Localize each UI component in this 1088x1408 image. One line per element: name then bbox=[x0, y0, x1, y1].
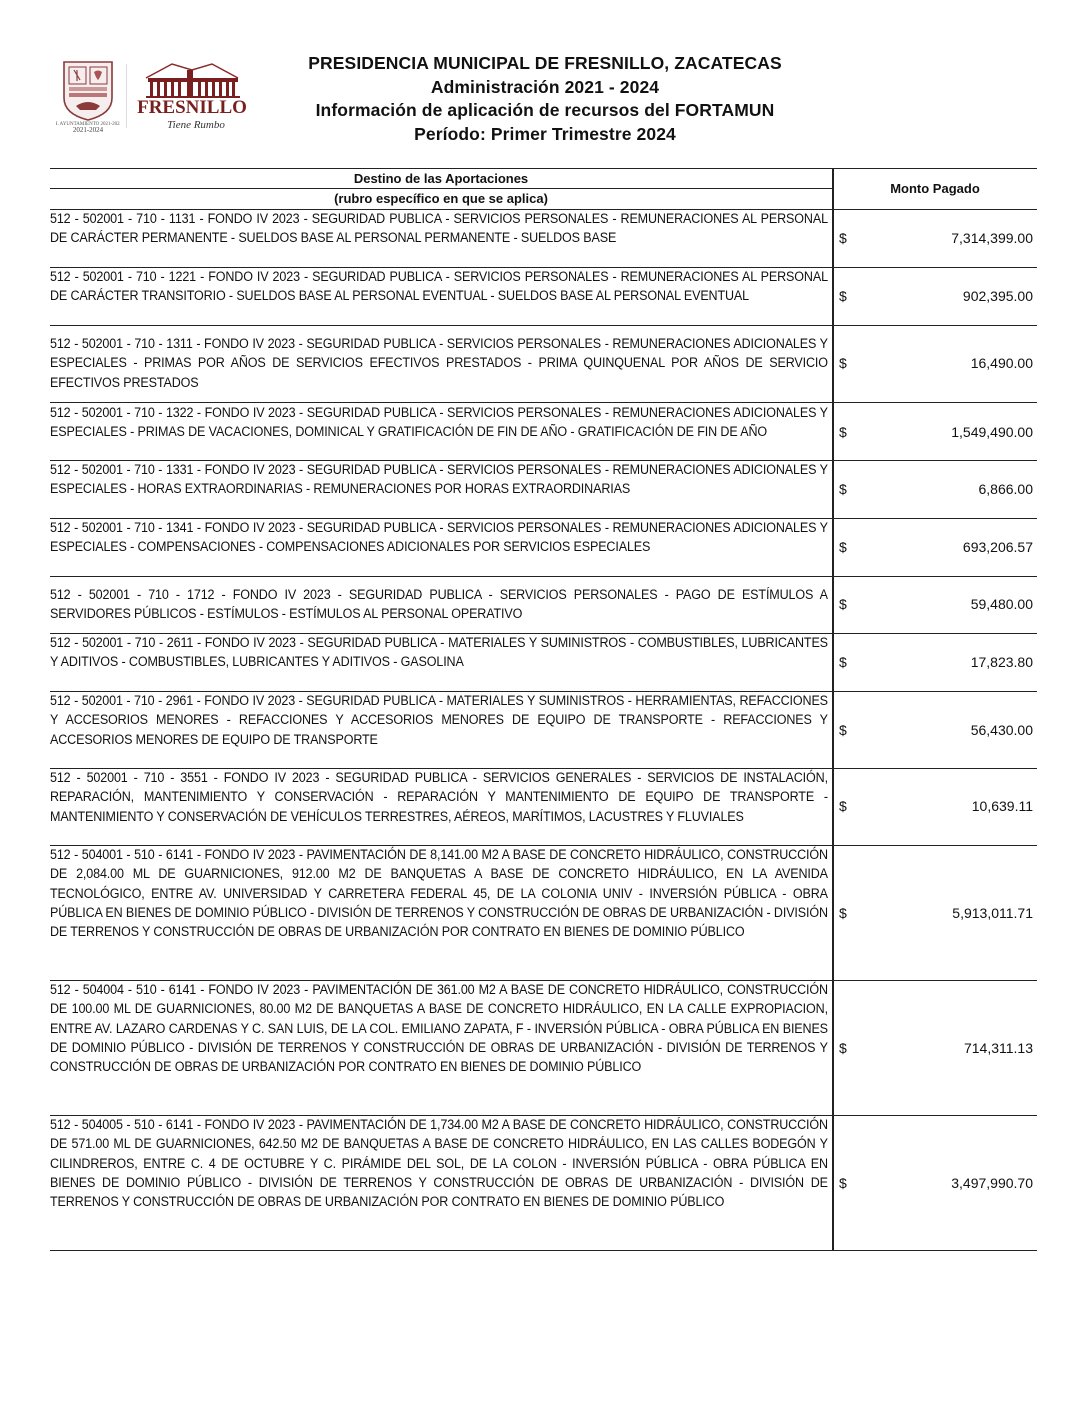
currency-symbol: $ bbox=[839, 722, 847, 738]
svg-text:Tiene Rumbo: Tiene Rumbo bbox=[167, 119, 225, 131]
row-description: 512 - 502001 - 710 - 3551 - FONDO IV 2023 - SEGURIDAD PUBLICA - SERVICIOS GENERALES - SERVICIOS DE INSTALACIÓN, REPARACIÓN, MANTENIMIENTO Y CONSERVACIÓN - REPARACIÓN Y MANTENIMIENTO DE EQUIPO DE TRANSPORTE - MANTENIMIENTO Y CONSERVACIÓN DE VEHÍCULOS TERRESTRES, AÉREOS, MARÍTIMOS, LACUSTRES Y FLUVIALES bbox=[50, 770, 828, 825]
col-destino-header: Destino de las Aportaciones bbox=[50, 169, 832, 189]
row-description: 512 - 504004 - 510 - 6141 - FONDO IV 2023 - PAVIMENTACIÓN DE 361.00 M2 A BASE DE CONCRETO HIDRÁULICO, CONSTRUCCIÓN DE 100.00 ML DE GUARNICIONES, 80.00 M2 DE BANQUETAS A BASE DE CONCRETO HIDRÁULICO, EN LA CALLE EXPROPIACION, ENTRE AV. LAZARO CARDENAS Y C. SAN LUIS, DE LA COL. EMILIANO ZAPATA, F - INVERSIÓN PÚBLICA - OBRA PÚBLICA EN BIENES DE DOMINIO PÚBLICO - DIVISIÓN DE TERRENOS Y CONSTRUCCIÓN DE OBRAS DE URBANIZACIÓN - DIVISIÓN DE TERRENOS Y CONSTRUCCIÓN DE OBRAS DE URBANIZACIÓN POR CONTRATO EN BIENES DE DOMINIO PÚBLICO bbox=[50, 982, 828, 1076]
table-row bbox=[50, 577, 1037, 634]
column-divider bbox=[832, 1116, 834, 1251]
row-description: 512 - 502001 - 710 - 1712 - FONDO IV 2023 - SEGURIDAD PUBLICA - SERVICIOS PERSONALES - PAGO DE ESTÍMULOS A SERVIDORES PÚBLICOS - ESTÍMULOS - ESTÍMULOS AL PERSONAL OPERATIVO bbox=[50, 587, 828, 623]
column-divider bbox=[832, 769, 834, 846]
svg-text:H. AYUNTAMIENTO 2021-2024: H. AYUNTAMIENTO 2021-2024 bbox=[56, 122, 120, 127]
column-divider bbox=[832, 268, 834, 326]
row-amount: 10,639.11 bbox=[971, 798, 1033, 814]
heading-report-title: Información de aplicación de recursos del FORTAMUN bbox=[315, 100, 775, 120]
document-heading bbox=[270, 52, 820, 146]
table-row bbox=[50, 326, 1037, 403]
currency-symbol: $ bbox=[839, 288, 847, 304]
currency-symbol: $ bbox=[839, 905, 847, 921]
row-description: 512 - 502001 - 710 - 2961 - FONDO IV 2023 - SEGURIDAD PUBLICA - MATERIALES Y SUMINISTROS - HERRAMIENTAS, REFACCIONES Y ACCESORIOS MENORES - REFACCIONES Y ACCESORIOS MENORES DE EQUIPO DE TRANSPORTE - REFACCIONES Y ACCESORIOS MENORES DE EQUIPO DE TRANSPORTE bbox=[50, 693, 828, 748]
currency-symbol: $ bbox=[839, 798, 847, 814]
currency-symbol: $ bbox=[839, 1175, 847, 1191]
table-row bbox=[50, 210, 1037, 268]
row-amount: 3,497,990.70 bbox=[951, 1175, 1033, 1191]
table-row bbox=[50, 461, 1037, 519]
row-amount: 5,913,011.71 bbox=[952, 905, 1033, 921]
row-description: 512 - 504005 - 510 - 6141 - FONDO IV 2023 - PAVIMENTACIÓN DE 1,734.00 M2 A BASE DE CONCRETO HIDRÁULICO, CONSTRUCCIÓN DE 571.00 ML DE GUARNICIONES, 642.50 M2 DE BANQUETAS A BASE DE CONCRETO HIDRÁULICO, EN LAS CALLES BODEGÓN Y CILINDREROS, ENTRE C. 4 DE OCTUBRE Y C. PIRÁMIDE DEL SOL, DE LA COLON - INVERSIÓN PÚBLICA - OBRA PÚBLICA EN BIENES DE DOMINIO PÚBLICO - DIVISIÓN DE TERRENOS Y CONSTRUCCIÓN DE OBRAS DE URBANIZACIÓN - DIVISIÓN DE TERRENOS Y CONSTRUCCIÓN DE OBRAS DE URBANIZACIÓN POR CONTRATO EN BIENES DE DOMINIO PÚBLICO bbox=[50, 1117, 828, 1211]
table-row bbox=[50, 634, 1037, 692]
table-row bbox=[50, 846, 1037, 981]
row-description: 512 - 504001 - 510 - 6141 - FONDO IV 2023 - PAVIMENTACIÓN DE 8,141.00 M2 A BASE DE CONCRETO HIDRÁULICO, CONSTRUCCIÓN DE 2,084.00 ML DE GUARNICIONES, 912.00 M2 DE BANQUETAS A BASE DE CONCRETO HIDRÁULICO, EN LA AVENIDA TECNOLÓGICO, ENTRE AV. UNIVERSIDAD Y CARRETERA FEDERAL 45, DE LA COLONIA UNIV - INVERSIÓN PÚBLICA - OBRA PÚBLICA EN BIENES DE DOMINIO PÚBLICO - DIVISIÓN DE TERRENOS Y CONSTRUCCIÓN DE OBRAS DE URBANIZACIÓN - DIVISIÓN DE TERRENOS Y CONSTRUCCIÓN DE OBRAS DE URBANIZACIÓN POR CONTRATO EN BIENES DE DOMINIO PÚBLICO bbox=[50, 847, 828, 941]
column-divider bbox=[832, 326, 834, 403]
row-description: 512 - 502001 - 710 - 1322 - FONDO IV 2023 - SEGURIDAD PUBLICA - SERVICIOS PERSONALES - REMUNERACIONES ADICIONALES Y ESPECIALES - PRIMAS DE VACACIONES, DOMINICAL Y GRATIFICACIÓN DE FIN DE AÑO - GRATIFICACIÓN DE FIN DE AÑO bbox=[50, 405, 828, 441]
row-description: 512 - 502001 - 710 - 2611 - FONDO IV 2023 - SEGURIDAD PUBLICA - MATERIALES Y SUMINISTROS - COMBUSTIBLES, LUBRICANTES Y ADITIVOS - COMBUSTIBLES, LUBRICANTES Y ADITIVOS - GASOLINA bbox=[50, 635, 828, 671]
column-divider bbox=[832, 210, 834, 268]
column-divider bbox=[832, 692, 834, 769]
ayuntamiento-shield-logo bbox=[56, 58, 120, 134]
col-destino-subheader: (rubro específico en que se aplica) bbox=[334, 191, 548, 206]
fresnillo-logo bbox=[132, 58, 252, 134]
column-divider bbox=[832, 981, 834, 1116]
row-description: 512 - 502001 - 710 - 1341 - FONDO IV 2023 - SEGURIDAD PUBLICA - SERVICIOS PERSONALES - REMUNERACIONES ADICIONALES Y ESPECIALES - COMPENSACIONES - COMPENSACIONES ADICIONALES POR SERVICIOS ESPECIALES bbox=[50, 520, 828, 556]
row-amount: 714,311.13 bbox=[963, 1040, 1033, 1056]
heading-municipality: PRESIDENCIA MUNICIPAL DE FRESNILLO, ZACATECAS bbox=[308, 53, 782, 73]
currency-symbol: $ bbox=[839, 424, 847, 440]
row-amount: 902,395.00 bbox=[962, 288, 1033, 304]
table-header bbox=[50, 168, 1037, 210]
row-amount: 17,823.80 bbox=[970, 654, 1033, 670]
currency-symbol: $ bbox=[839, 1040, 847, 1056]
heading-administration: Administración 2021 - 2024 bbox=[430, 76, 660, 97]
currency-symbol: $ bbox=[839, 539, 847, 555]
currency-symbol: $ bbox=[839, 654, 847, 670]
heading-period: Período: Primer Trimestre 2024 bbox=[414, 123, 676, 144]
column-divider bbox=[832, 461, 834, 519]
currency-symbol: $ bbox=[839, 230, 847, 246]
column-divider bbox=[832, 519, 834, 577]
logo-divider bbox=[126, 64, 127, 128]
row-description: 512 - 502001 - 710 - 1311 - FONDO IV 2023 - SEGURIDAD PUBLICA - SERVICIOS PERSONALES - REMUNERACIONES ADICIONALES Y ESPECIALES - PRIMAS POR AÑOS DE SERVICIOS EFECTIVOS PRESTADOS - PRIMA QUINQUENAL POR AÑOS DE SERVICIO EFECTIVOS PRESTADOS bbox=[50, 336, 828, 391]
table-row bbox=[50, 692, 1037, 769]
row-description: 512 - 502001 - 710 - 1331 - FONDO IV 2023 - SEGURIDAD PUBLICA - SERVICIOS PERSONALES - REMUNERACIONES ADICIONALES Y ESPECIALES - HORAS EXTRAORDINARIAS - REMUNERACIONES POR HORAS EXTRAORDINARIAS bbox=[50, 462, 828, 498]
svg-text:FRESNILLO: FRESNILLO bbox=[137, 97, 247, 118]
svg-text:2021-2024: 2021-2024 bbox=[72, 126, 104, 134]
row-description: 512 - 502001 - 710 - 1221 - FONDO IV 2023 - SEGURIDAD PUBLICA - SERVICIOS PERSONALES - REMUNERACIONES AL PERSONAL DE CARÁCTER TRANSITORIO - SUELDOS BASE AL PERSONAL EVENTUAL - SUELDOS BASE AL PERSONAL EVENTUAL bbox=[50, 269, 828, 305]
col-monto-header: Monto Pagado bbox=[890, 181, 980, 196]
row-amount: 56,430.00 bbox=[970, 722, 1033, 738]
fortamun-table bbox=[50, 168, 1037, 1251]
row-amount: 6,866.00 bbox=[978, 481, 1033, 497]
row-amount: 7,314,399.00 bbox=[951, 230, 1033, 246]
currency-symbol: $ bbox=[839, 355, 847, 371]
column-divider bbox=[832, 846, 834, 981]
table-row bbox=[50, 769, 1037, 846]
row-amount: 16,490.00 bbox=[970, 355, 1033, 371]
table-row bbox=[50, 519, 1037, 577]
table-row bbox=[50, 268, 1037, 326]
currency-symbol: $ bbox=[839, 596, 847, 612]
row-description: 512 - 502001 - 710 - 1131 - FONDO IV 2023 - SEGURIDAD PUBLICA - SERVICIOS PERSONALES - REMUNERACIONES AL PERSONAL DE CARÁCTER PERMANENTE - SUELDOS BASE AL PERSONAL PERMANENTE - SUELDOS BASE bbox=[50, 211, 828, 247]
column-divider bbox=[832, 634, 834, 692]
row-amount: 1,549,490.00 bbox=[951, 424, 1033, 440]
table-row bbox=[50, 981, 1037, 1116]
currency-symbol: $ bbox=[839, 481, 847, 497]
row-amount: 59,480.00 bbox=[970, 596, 1033, 612]
table-row bbox=[50, 1116, 1037, 1251]
table-row bbox=[50, 403, 1037, 461]
row-amount: 693,206.57 bbox=[962, 539, 1033, 555]
column-divider bbox=[832, 403, 834, 461]
header-logos bbox=[52, 58, 252, 134]
column-divider bbox=[832, 577, 834, 634]
